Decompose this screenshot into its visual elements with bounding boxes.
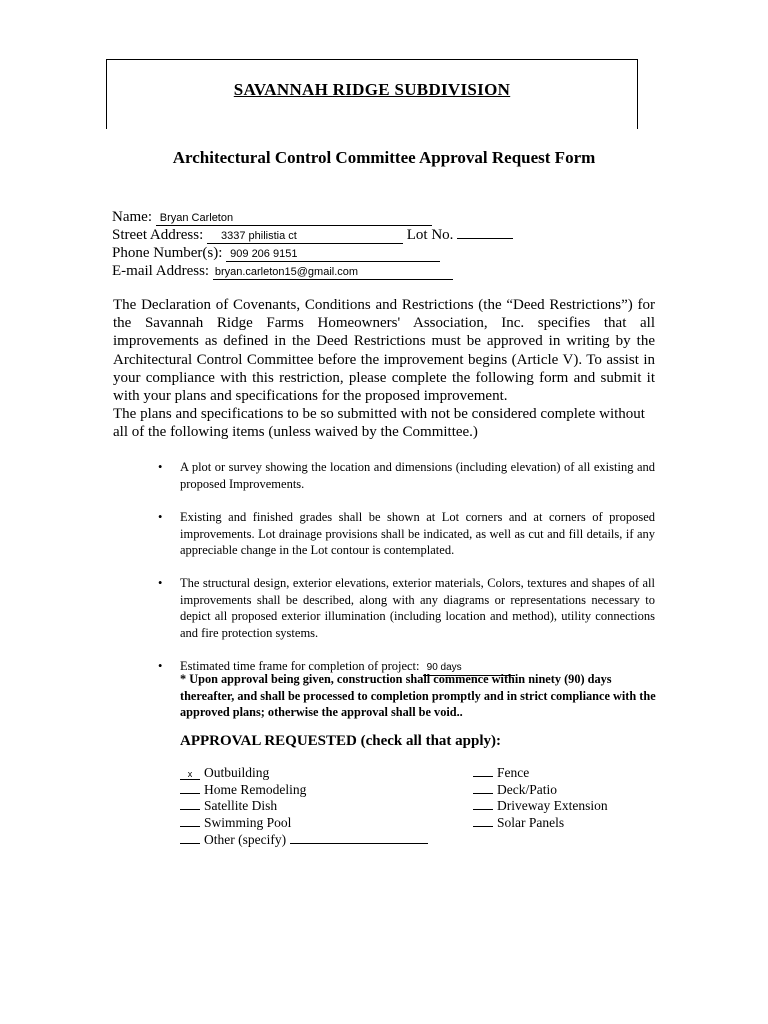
street-row [112,226,513,244]
phone-field[interactable]: 909 206 9151 [226,247,440,262]
checkbox-home-remodeling[interactable]: Home Remodeling [180,782,428,799]
bullet-icon: • [158,510,163,524]
phone-row [112,244,440,262]
lot-label: Lot No. [406,227,454,243]
list-item-text: The structural design, exterior elevations, exterior materials, Colors, textures and shapes of all improvements shall be described, along with any diagrams or representations necessary to depict all proposed exterior illumination (including location and method), utility connections and fire protection systems. [180,576,655,640]
form-title: Architectural Control Committee Approval Request Form [172,148,596,167]
check-blank[interactable]: x [180,769,200,780]
list-item-text: Existing and finished grades shall be shown at Lot corners and at corners of proposed improvements. Lot drainage provisions shall be indicated, as well as cut and fill details, if any appreciable change in the Lot contour is contemplated. [180,510,655,557]
name-field[interactable]: Bryan Carleton [156,211,432,226]
checkbox-outbuilding[interactable]: x Outbuilding [180,765,428,782]
timeframe-field[interactable]: 90 days [423,661,515,676]
check-blank[interactable] [473,826,493,827]
street-label: Street Address: [112,227,204,243]
approval-right-column [473,765,608,831]
email-field[interactable]: bryan.carleton15@gmail.com [213,265,453,280]
other-specify-field[interactable] [290,831,428,844]
checkbox-deck-patio[interactable]: Deck/Patio [473,782,608,799]
checkbox-fence[interactable]: Fence [473,765,608,782]
phone-label: Phone Number(s): [112,245,223,261]
street-address-field[interactable]: 3337 philistia ct [207,229,403,244]
name-label: Name: [112,209,152,225]
checkbox-driveway-extension[interactable]: Driveway Extension [473,798,608,815]
checkbox-other[interactable]: Other (specify) [180,831,428,849]
approval-left-column [180,765,428,849]
check-blank[interactable] [180,809,200,810]
intro-paragraph-2: The plans and specifications to be so submitted with not be considered complete without all of the following items (unless waived by the Committee.) [113,406,645,441]
timeframe-note: * Upon approval being given, construction shall commence within ninety (90) days thereafter, and shall be processed to completion promptly and in strict compliance with the approved plans; otherwise the approval shall be void.. [180,672,656,719]
email-label: E-mail Address: [112,263,210,279]
organization-title: SAVANNAH RIDGE SUBDIVISION [233,80,511,99]
check-blank[interactable] [180,826,200,827]
checkbox-satellite-dish[interactable]: Satellite Dish [180,798,428,815]
checkbox-solar-panels[interactable]: Solar Panels [473,815,608,832]
check-blank[interactable] [473,809,493,810]
check-blank[interactable] [473,793,493,794]
lot-number-field[interactable] [457,238,513,239]
name-row [112,208,432,226]
intro-text [113,296,655,442]
check-blank[interactable] [180,843,200,844]
intro-paragraph-1: The Declaration of Covenants, Conditions and Restrictions (the “Deed Restrictions”) for the Savannah Ridge Farms Homeowners' Association, Inc. specifies that all improvements as defined in the Deed Restrictions must be approved in writing by the Architectural Control Committee before the improvement begins (Article V). To assist in your compliance with this restriction, please complete the following form and submit it with your plans and specifications for the proposed improvement. [113,297,655,405]
timeframe-label: Estimated time frame for completion of project: [180,659,420,673]
check-blank[interactable] [473,776,493,777]
approval-heading: APPROVAL REQUESTED (check all that apply): [180,733,502,749]
email-row [112,262,453,280]
bullet-icon: • [158,460,163,474]
bullet-icon: • [158,576,163,590]
check-blank[interactable] [180,793,200,794]
bullet-icon: • [158,659,163,673]
list-item-text: A plot or survey showing the location and dimensions (including elevation) of all existing and proposed Improvements. [180,460,655,491]
checkbox-swimming-pool[interactable]: Swimming Pool [180,815,428,832]
